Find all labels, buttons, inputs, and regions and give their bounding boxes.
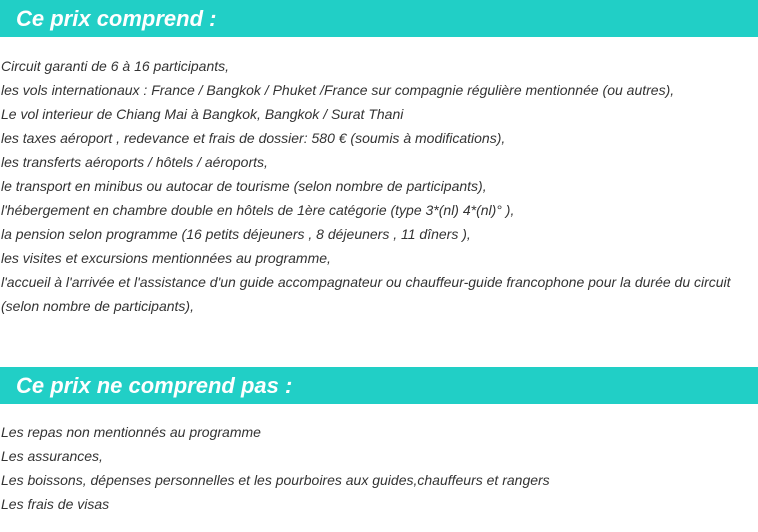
included-list xyxy=(1,54,753,318)
included-item: Circuit garanti de 6 à 16 participants, xyxy=(1,58,230,74)
section-header-included: Ce prix comprend : xyxy=(0,0,758,37)
included-item: la pension selon programme (16 petits déjeuners , 8 déjeuners , 11 dîners ), xyxy=(1,226,471,242)
included-item: les taxes aéroport , redevance et frais de dossier: 580 € (soumis à modifications), xyxy=(1,130,506,146)
excluded-list xyxy=(1,420,753,516)
excluded-item: Les repas non mentionnés au programme xyxy=(1,424,261,440)
excluded-item: Les boissons, dépenses personnelles et les pourboires aux guides,chauffeurs et rangers xyxy=(1,472,550,488)
included-item: les transferts aéroports / hôtels / aéroports, xyxy=(1,154,268,170)
included-item: l'accueil à l'arrivée et l'assistance d'un guide accompagnateur ou chauffeur-guide francophone pour la durée du circuit (selon nombre de participants), xyxy=(1,274,731,314)
section-header-excluded: Ce prix ne comprend pas : xyxy=(0,367,758,404)
excluded-item: Les frais de visas xyxy=(1,496,110,512)
included-item: les visites et excursions mentionnées au programme, xyxy=(1,250,331,266)
included-item: Le vol interieur de Chiang Mai à Bangkok, Bangkok / Surat Thani xyxy=(1,106,404,122)
included-item: les vols internationaux : France / Bangkok / Phuket /France sur compagnie régulière mentionnée (ou autres), xyxy=(1,82,675,98)
included-item: l'hébergement en chambre double en hôtels de 1ère catégorie (type 3*(nl) 4*(nl)° ), xyxy=(1,202,515,218)
included-item: le transport en minibus ou autocar de tourisme (selon nombre de participants), xyxy=(1,178,487,194)
excluded-item: Les assurances, xyxy=(1,448,103,464)
